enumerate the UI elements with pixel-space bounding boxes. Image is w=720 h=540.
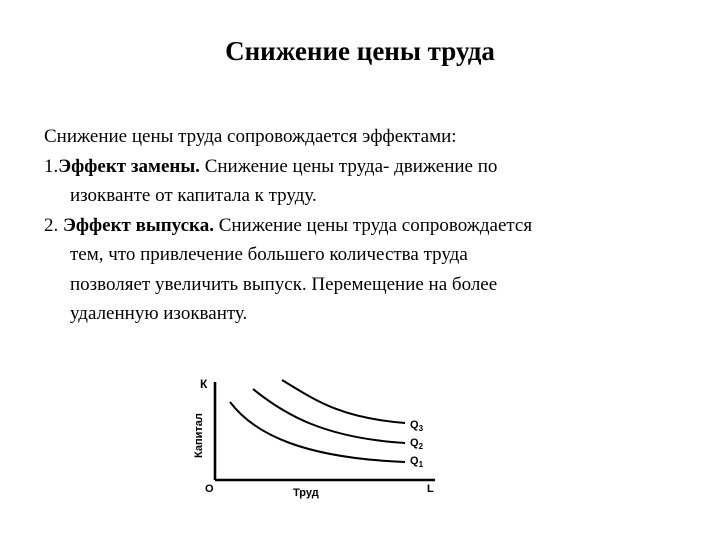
curve-label-sub: 3 — [418, 424, 424, 433]
x-axis-symbol: L — [427, 483, 434, 495]
curve-label-base: Q — [410, 455, 419, 467]
y-axis-label: Капитал — [193, 413, 205, 458]
effect-text-continued: изокванте от капитала к труду. — [70, 185, 317, 206]
effect-output — [44, 211, 694, 329]
curve-label-q3 — [410, 419, 424, 433]
curve-label-base: Q — [410, 419, 419, 431]
isoquant-diagram — [190, 370, 470, 540]
curve-label-base: Q — [410, 437, 419, 449]
origin-label: О — [205, 483, 214, 495]
curve-label-q1 — [410, 455, 424, 469]
effect-text-continued: позволяет увеличить выпуск. Перемещение на более — [70, 273, 498, 295]
effect-text: Снижение цены труда- движение по — [199, 155, 498, 177]
body-text — [44, 122, 694, 329]
effect-number: 1. — [44, 155, 59, 177]
effect-substitution — [44, 152, 694, 211]
isoquant-q2 — [253, 389, 405, 443]
effect-number: 2. — [44, 214, 59, 236]
intro-text: Снижение цены труда сопровождается эффектами: — [44, 126, 457, 147]
effect-text: Снижение цены труда сопровождается — [213, 214, 533, 236]
curve-label-sub: 2 — [418, 442, 424, 451]
x-axis-label: Труд — [293, 487, 319, 499]
slide-title: Снижение цены труда — [225, 36, 495, 66]
effect-text-continued: удаленную изокванту. — [70, 303, 248, 324]
isoquant-q1 — [230, 402, 405, 462]
effect-name: Эффект выпуска. — [63, 214, 214, 236]
curve-label-q2 — [410, 437, 424, 451]
curve-label-sub: 1 — [418, 460, 424, 469]
y-axis-symbol: К — [200, 377, 208, 391]
effect-text-continued: тем, что привлечение большего количества труда — [70, 244, 468, 265]
effect-name: Эффект замены. — [58, 155, 200, 177]
isoquant-q3 — [282, 380, 405, 423]
